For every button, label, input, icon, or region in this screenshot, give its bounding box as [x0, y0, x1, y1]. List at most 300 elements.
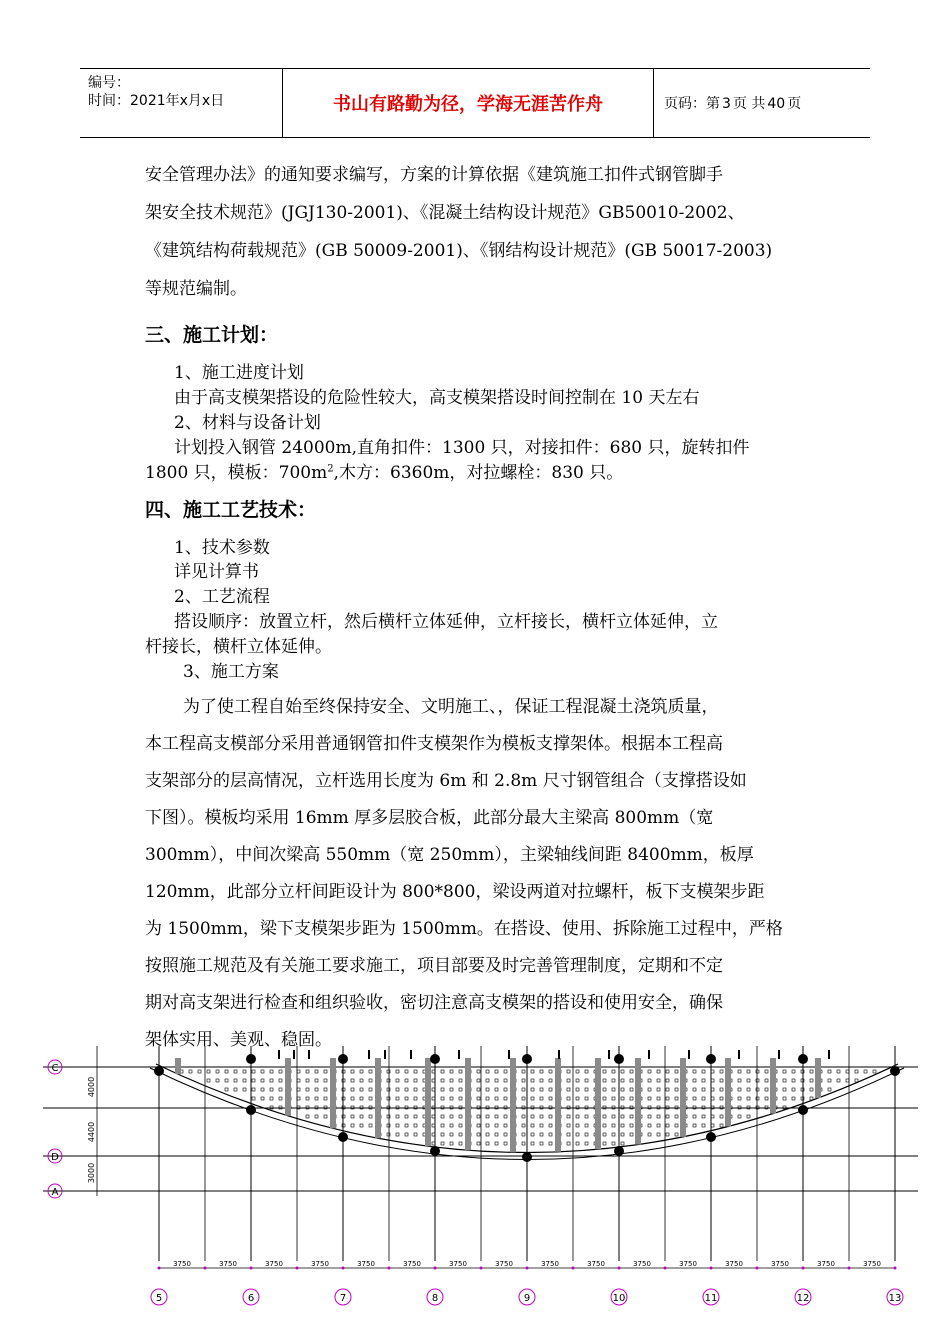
scaffold-node: [603, 1070, 606, 1073]
support-pole: [285, 1058, 291, 1116]
scaffold-node: [747, 1079, 750, 1082]
scaffold-node: [315, 1097, 318, 1100]
scaffold-node: [837, 1079, 840, 1082]
scaffold-node: [324, 1070, 327, 1073]
scaffold-node: [324, 1079, 327, 1082]
scaffold-node: [756, 1079, 759, 1082]
scaffold-node: [504, 1115, 507, 1118]
support-pole: [510, 1058, 516, 1152]
scaffold-node: [522, 1097, 525, 1100]
scaffold-node: [693, 1124, 696, 1127]
scaffold-node: [828, 1070, 831, 1073]
scaffold-node: [270, 1088, 273, 1091]
scaffold-node: [837, 1070, 840, 1073]
row-axis-label: C: [51, 1063, 59, 1074]
scaffold-node: [567, 1115, 570, 1118]
top-mark: [608, 1050, 610, 1059]
scaffold-node: [531, 1070, 534, 1073]
scaffold-node: [531, 1133, 534, 1136]
column-dimension-label: 3750: [495, 1260, 513, 1268]
scaffold-node: [747, 1115, 750, 1118]
paragraph-line: 期对高支架进行检查和组织验收，密切注意高支模架的搭设和使用安全，确保: [145, 993, 723, 1013]
scaffold-node: [702, 1088, 705, 1091]
scaffold-node: [459, 1079, 462, 1082]
scaffold-node: [603, 1115, 606, 1118]
scaffold-node: [405, 1115, 408, 1118]
dimension-tick: [204, 1267, 207, 1270]
scaffold-node: [441, 1124, 444, 1127]
paragraph-line: 安全管理办法》的通知要求编写，方案的计算依据《建筑施工扣件式钢管脚手: [145, 165, 723, 185]
top-mark: [384, 1050, 386, 1059]
scaffold-node: [351, 1124, 354, 1127]
paragraph-line: 《建筑结构荷载规范》(GB 50009-2001)、《钢结构设计规范》(GB 50017-2003): [145, 241, 773, 261]
beam-node: [246, 1105, 256, 1115]
scaffold-node: [765, 1088, 768, 1091]
paragraph-line: 为 1500mm，梁下支模架步距为 1500mm。在搭设、使用、拆除施工过程中，严格: [145, 919, 783, 939]
scaffold-node: [540, 1088, 543, 1091]
scaffold-node: [585, 1133, 588, 1136]
scaffold-node: [414, 1097, 417, 1100]
scaffold-node: [387, 1079, 390, 1082]
scaffold-node: [504, 1079, 507, 1082]
scaffold-node: [261, 1079, 264, 1082]
scaffold-node: [351, 1088, 354, 1091]
scaffold-node: [666, 1133, 669, 1136]
scaffold-node: [459, 1088, 462, 1091]
scaffold-node: [666, 1088, 669, 1091]
scaffold-node: [603, 1097, 606, 1100]
scaffold-node: [612, 1079, 615, 1082]
scaffold-node: [414, 1115, 417, 1118]
scaffold-node: [630, 1115, 633, 1118]
paragraph-line: 300mm），中间次梁高 550mm（宽 250mm），主梁轴线间距 8400mm，板厚: [145, 845, 754, 865]
scaffold-node: [675, 1115, 678, 1118]
scaffold-node: [450, 1088, 453, 1091]
scaffold-node: [504, 1070, 507, 1073]
scaffold-node: [522, 1124, 525, 1127]
section-heading: 四、施工工艺技术：: [145, 499, 317, 521]
page-mid: 页 共: [732, 96, 766, 112]
superscript: 2: [327, 463, 334, 475]
top-mark: [278, 1050, 280, 1059]
column-dimension-label: 3750: [633, 1260, 651, 1268]
scaffold-node: [585, 1115, 588, 1118]
scaffold-node: [576, 1079, 579, 1082]
scaffold-node: [810, 1070, 813, 1073]
scaffold-node: [252, 1088, 255, 1091]
scaffold-node: [225, 1088, 228, 1091]
scaffold-node: [360, 1124, 363, 1127]
scaffold-node: [315, 1115, 318, 1118]
scaffold-node: [450, 1142, 453, 1145]
page-number: [664, 93, 803, 113]
beam-node: [614, 1146, 624, 1156]
scaffold-node: [612, 1097, 615, 1100]
scaffold-node: [369, 1115, 372, 1118]
scaffold-node: [828, 1079, 831, 1082]
scaffold-node: [720, 1115, 723, 1118]
scaffold-node: [324, 1088, 327, 1091]
dimension-tick: [618, 1267, 621, 1270]
scaffold-node: [603, 1079, 606, 1082]
scaffold-node: [405, 1079, 408, 1082]
scaffold-node: [441, 1070, 444, 1073]
column-dimension-label: 3750: [449, 1260, 467, 1268]
scaffold-node: [369, 1097, 372, 1100]
scaffold-node: [675, 1079, 678, 1082]
scaffold-node: [414, 1070, 417, 1073]
scaffold-node: [783, 1070, 786, 1073]
scaffold-node: [720, 1088, 723, 1091]
dimension-tick: [388, 1267, 391, 1270]
scaffold-node: [666, 1115, 669, 1118]
scaffold-node: [450, 1133, 453, 1136]
scaffold-node: [549, 1070, 552, 1073]
support-pole: [175, 1058, 181, 1074]
page-current: 3: [722, 96, 731, 112]
scaffold-node: [675, 1088, 678, 1091]
scaffold-node: [540, 1070, 543, 1073]
scaffold-node: [522, 1079, 525, 1082]
top-mark: [368, 1050, 370, 1059]
scaffold-node: [369, 1070, 372, 1073]
scaffold-node: [648, 1115, 651, 1118]
scaffold-node: [504, 1088, 507, 1091]
column-axis-label: 12: [796, 1293, 810, 1304]
scaffold-node: [225, 1079, 228, 1082]
serial-label: 编号：: [88, 75, 130, 91]
scaffold-node: [702, 1115, 705, 1118]
support-pole: [680, 1058, 686, 1137]
scaffold-node: [207, 1070, 210, 1073]
scaffold-node: [297, 1079, 300, 1082]
scaffold-node: [621, 1133, 624, 1136]
scaffold-node: [522, 1088, 525, 1091]
scaffold-node: [783, 1097, 786, 1100]
scaffold-node: [576, 1115, 579, 1118]
scaffold-node: [225, 1070, 228, 1073]
scaffold-node: [216, 1070, 219, 1073]
scaffold-node: [522, 1142, 525, 1145]
scaffold-node: [450, 1124, 453, 1127]
section-heading: 三、施工计划：: [145, 324, 279, 346]
scaffold-node: [315, 1088, 318, 1091]
scaffold-node: [603, 1133, 606, 1136]
scaffold-node: [351, 1115, 354, 1118]
scaffold-node: [504, 1124, 507, 1127]
scaffold-node: [540, 1133, 543, 1136]
scaffold-node: [873, 1070, 876, 1073]
top-mark: [410, 1050, 412, 1059]
dimension-tick: [894, 1267, 897, 1270]
scaffold-node: [738, 1070, 741, 1073]
dimension-tick: [572, 1267, 575, 1270]
scaffold-node: [666, 1070, 669, 1073]
scaffold-node: [693, 1088, 696, 1091]
scaffold-node: [360, 1070, 363, 1073]
scaffold-node: [324, 1115, 327, 1118]
column-axis-label: 9: [523, 1293, 531, 1304]
scaffold-node: [207, 1079, 210, 1082]
scaffold-node: [648, 1088, 651, 1091]
support-pole: [330, 1058, 336, 1128]
column-dimension-label: 3750: [679, 1260, 697, 1268]
scaffold-node: [756, 1097, 759, 1100]
scaffold-node: [720, 1124, 723, 1127]
scaffold-node: [567, 1142, 570, 1145]
column-dimension-label: 3750: [219, 1260, 237, 1268]
top-mark: [293, 1050, 295, 1059]
page-end: 页: [787, 96, 802, 112]
scaffold-node: [693, 1097, 696, 1100]
scaffold-node: [504, 1133, 507, 1136]
scaffold-node: [189, 1070, 192, 1073]
scaffold-node: [396, 1124, 399, 1127]
top-mark: [558, 1050, 560, 1059]
paragraph-line: 本工程高支模部分采用普通钢管扣件支模架作为模板支撑架体。根据本工程高: [145, 734, 723, 754]
scaffold-node: [603, 1088, 606, 1091]
scaffold-node: [657, 1124, 660, 1127]
scaffold-node: [477, 1070, 480, 1073]
scaffold-node: [621, 1115, 624, 1118]
support-pole: [595, 1058, 601, 1149]
top-mark: [778, 1050, 780, 1059]
scaffold-node: [306, 1115, 309, 1118]
beam-node: [522, 1152, 532, 1162]
column-axis-label: 8: [431, 1293, 439, 1304]
scaffold-node: [612, 1070, 615, 1073]
beam-node: [706, 1054, 716, 1064]
scaffold-node: [576, 1124, 579, 1127]
scaffold-node: [810, 1079, 813, 1082]
scaffold-node: [495, 1070, 498, 1073]
row-dimension-label: 4000: [87, 1076, 96, 1098]
scaffold-node: [702, 1070, 705, 1073]
scaffold-node: [792, 1088, 795, 1091]
dimension-tick: [802, 1267, 805, 1270]
paragraph-line: 搭设顺序：放置立杆，然后横杆立体延伸，立杆接长，横杆立体延伸，立: [174, 612, 718, 632]
paragraph-line: 等规范编制。: [145, 279, 247, 299]
scaffold-node: [306, 1088, 309, 1091]
beam-node: [798, 1054, 808, 1064]
scaffold-node: [585, 1088, 588, 1091]
scaffold-node: [531, 1124, 534, 1127]
scaffold-node: [531, 1088, 534, 1091]
scaffold-node: [720, 1070, 723, 1073]
scaffold-node: [279, 1088, 282, 1091]
scaffold-node: [828, 1088, 831, 1091]
scaffold-node: [243, 1088, 246, 1091]
header-motto: 书山有路勤为径，学海无涯苦作舟: [283, 69, 654, 137]
support-pole: [555, 1058, 561, 1152]
beam-node: [154, 1066, 164, 1076]
scaffold-node: [234, 1079, 237, 1082]
scaffold-node: [486, 1133, 489, 1136]
scaffold-node: [585, 1142, 588, 1145]
row-axis-label: D: [51, 1152, 59, 1163]
scaffold-node: [459, 1097, 462, 1100]
top-mark: [828, 1050, 830, 1059]
paragraph-line: [145, 458, 623, 483]
scaffold-node: [765, 1097, 768, 1100]
scaffold-node: [261, 1088, 264, 1091]
scaffold-node: [351, 1079, 354, 1082]
scaffold-node: [621, 1088, 624, 1091]
scaffold-node: [450, 1097, 453, 1100]
scaffold-node: [756, 1070, 759, 1073]
scaffold-node: [396, 1133, 399, 1136]
scaffold-node: [279, 1079, 282, 1082]
scaffold-node: [387, 1115, 390, 1118]
scaffold-node: [405, 1133, 408, 1136]
scaffold-node: [441, 1088, 444, 1091]
scaffold-node: [612, 1133, 615, 1136]
column-dimension-label: 3750: [311, 1260, 329, 1268]
scaffold-node: [783, 1079, 786, 1082]
scaffold-node: [243, 1070, 246, 1073]
scaffold-node: [612, 1088, 615, 1091]
paragraph-line: 杆接长，横杆立体延伸。: [145, 637, 332, 657]
scaffold-node: [441, 1097, 444, 1100]
paragraph-line: 架安全技术规范》(JGJ130-2001)、《混凝土结构设计规范》GB50010-2002、: [145, 203, 745, 223]
scaffold-node: [549, 1142, 552, 1145]
dimension-tick: [250, 1267, 253, 1270]
scaffold-node: [531, 1079, 534, 1082]
paragraph-line: 下图）。模板均采用 16mm 厚多层胶合板，此部分最大主梁高 800mm（宽: [145, 808, 714, 828]
scaffold-node: [387, 1133, 390, 1136]
scaffold-node: [621, 1097, 624, 1100]
paragraph-line: 支架部分的层高情况，立杆选用长度为 6m 和 2.8m 尺寸钢管组合（支撑搭设如: [145, 771, 747, 791]
scaffold-node: [540, 1115, 543, 1118]
scaffold-node: [549, 1079, 552, 1082]
scaffold-node: [540, 1097, 543, 1100]
scaffold-node: [495, 1124, 498, 1127]
scaffold-node: [486, 1079, 489, 1082]
scaffold-node: [648, 1133, 651, 1136]
support-pole: [375, 1058, 381, 1138]
scaffold-node: [450, 1115, 453, 1118]
column-dimension-label: 3750: [863, 1260, 881, 1268]
scaffold-node: [360, 1079, 363, 1082]
paragraph-line: 计划投入钢管 24000m,直角扣件：1300 只，对接扣件：680 只，旋转扣件: [174, 438, 750, 458]
scaffold-node: [414, 1079, 417, 1082]
beam-node: [522, 1054, 532, 1064]
scaffold-node: [846, 1079, 849, 1082]
formwork-section-drawing: [38, 1046, 923, 1311]
top-mark: [648, 1050, 650, 1059]
scaffold-node: [441, 1079, 444, 1082]
scaffold-node: [396, 1079, 399, 1082]
top-mark: [458, 1050, 460, 1059]
beam-node: [430, 1054, 440, 1064]
time-label: 时间：2021年x月x日: [88, 93, 225, 109]
scaffold-node: [576, 1097, 579, 1100]
dimension-tick: [710, 1267, 713, 1270]
scaffold-node: [522, 1115, 525, 1118]
scaffold-node: [657, 1070, 660, 1073]
row-dimension-label: 3000: [87, 1162, 96, 1184]
scaffold-node: [477, 1124, 480, 1127]
column-axis-label: 6: [247, 1293, 255, 1304]
scaffold-node: [666, 1124, 669, 1127]
scaffold-node: [324, 1097, 327, 1100]
beam-node: [798, 1105, 808, 1115]
scaffold-node: [630, 1088, 633, 1091]
scaffold-node: [540, 1142, 543, 1145]
scaffold-node: [567, 1088, 570, 1091]
dimension-tick: [342, 1267, 345, 1270]
scaffold-node: [585, 1070, 588, 1073]
scaffold-node: [549, 1097, 552, 1100]
scaffold-node: [531, 1142, 534, 1145]
scaffold-node: [738, 1079, 741, 1082]
scaffold-node: [585, 1079, 588, 1082]
scaffold-node: [549, 1088, 552, 1091]
scaffold-node: [738, 1088, 741, 1091]
scaffold-node: [549, 1115, 552, 1118]
scaffold-node: [576, 1133, 579, 1136]
scaffold-node: [792, 1070, 795, 1073]
scaffold-node: [540, 1079, 543, 1082]
scaffold-node: [450, 1070, 453, 1073]
scaffold-node: [567, 1070, 570, 1073]
row-dimension-label: 4400: [87, 1121, 96, 1143]
scaffold-node: [414, 1133, 417, 1136]
scaffold-node: [621, 1124, 624, 1127]
scaffold-node: [693, 1079, 696, 1082]
scaffold-node: [279, 1070, 282, 1073]
scaffold-node: [702, 1097, 705, 1100]
scaffold-node: [657, 1133, 660, 1136]
subheading: 1、施工进度计划: [174, 363, 304, 383]
scaffold-node: [360, 1097, 363, 1100]
scaffold-node: [495, 1133, 498, 1136]
scaffold-node: [657, 1088, 660, 1091]
scaffold-node: [198, 1070, 201, 1073]
scaffold-node: [522, 1133, 525, 1136]
scaffold-node: [738, 1115, 741, 1118]
scaffold-node: [702, 1079, 705, 1082]
scaffold-node: [648, 1070, 651, 1073]
scaffold-node: [261, 1070, 264, 1073]
scaffold-node: [747, 1088, 750, 1091]
scaffold-node: [477, 1088, 480, 1091]
column-dimension-label: 3750: [817, 1260, 835, 1268]
scaffold-node: [864, 1070, 867, 1073]
beam-node: [338, 1054, 348, 1064]
scaffold-node: [621, 1142, 624, 1145]
scaffold-node: [360, 1088, 363, 1091]
scaffold-node: [486, 1097, 489, 1100]
row-axis-label: A: [51, 1187, 59, 1198]
scaffold-node: [459, 1142, 462, 1145]
scaffold-node: [675, 1124, 678, 1127]
column-dimension-label: 3750: [265, 1260, 283, 1268]
column-axis-label: 5: [155, 1293, 163, 1304]
column-axis-label: 11: [704, 1293, 718, 1304]
dimension-tick: [848, 1267, 851, 1270]
beam-node: [430, 1146, 440, 1156]
scaffold-node: [585, 1097, 588, 1100]
column-axis-label: 13: [888, 1293, 902, 1304]
column-dimension-label: 3750: [403, 1260, 421, 1268]
scaffold-node: [486, 1115, 489, 1118]
scaffold-node: [252, 1097, 255, 1100]
scaffold-node: [567, 1124, 570, 1127]
scaffold-node: [252, 1070, 255, 1073]
scaffold-node: [549, 1133, 552, 1136]
scaffold-node: [567, 1133, 570, 1136]
